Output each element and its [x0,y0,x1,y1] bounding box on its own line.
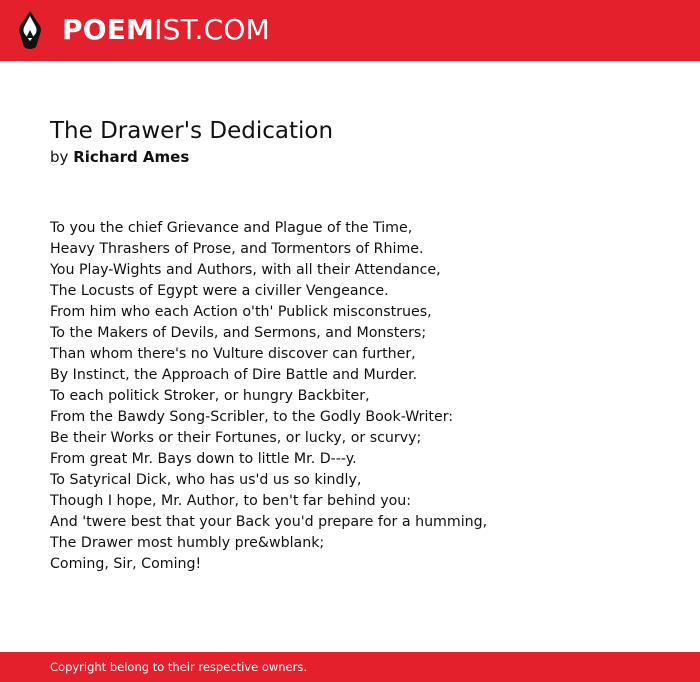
by-label: by [50,148,69,166]
poem-line: To the Makers of Devils, and Sermons, and Monsters; [50,325,427,341]
poem-line: By Instinct, the Approach of Dire Battle and Murder. [50,367,418,383]
poem-line: Heavy Thrashers of Prose, and Tormentors of Rhime. [50,241,424,257]
logo-word-bold: POEM [62,13,155,46]
poem-line: The Locusts of Egypt were a civiller Vengeance. [50,283,389,299]
poem-title: The Drawer's Dedication [50,118,334,144]
site-logo[interactable] [62,12,270,48]
poem-line: From the Bawdy Song-Scribler, to the Godly Book-Writer: [50,409,454,425]
poem-line: From great Mr. Bays down to little Mr. D---y. [50,451,357,467]
copyright-text: Copyright belong to their respective owners. [50,660,308,674]
site-footer [0,652,700,682]
poem-line: You Play-Wights and Authors, with all their Attendance, [50,262,441,278]
logo-word-light: IST.COM [154,13,270,46]
poem-line: To each politick Stroker, or hungry Backbiter, [50,388,370,404]
poem-author: Richard Ames [73,148,190,166]
poem-byline [50,146,670,168]
poem-line: From him who each Action o'th' Publick misconstrues, [50,304,432,320]
poem-line: Though I hope, Mr. Author, to ben't far behind you: [50,493,412,509]
poem-line: To you the chief Grievance and Plague of the Time, [50,220,413,236]
poem-line: Be their Works or their Fortunes, or lucky, or scurvy; [50,430,422,446]
poem-line: To Satyrical Dick, who has us'd us so kindly, [50,472,362,488]
pencil-logo-icon[interactable] [18,10,42,51]
poem-body [50,218,670,575]
poem-line: The Drawer most humbly pre&wblank; [50,535,325,551]
poem-line: Than whom there's no Vulture discover can further, [50,346,416,362]
poem-header [50,116,670,168]
poem-line: Coming, Sir, Coming! [50,556,202,572]
poem-line: And 'twere best that your Back you'd prepare for a humming, [50,514,488,530]
site-header [0,0,700,61]
